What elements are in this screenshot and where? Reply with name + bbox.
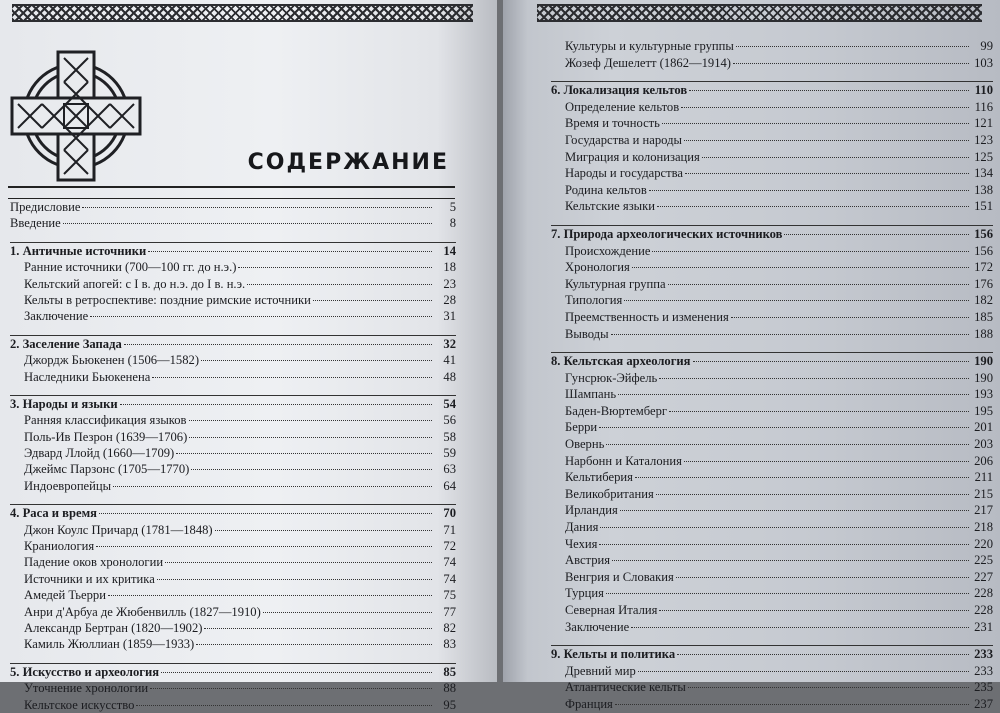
dot-leader (201, 360, 432, 361)
dot-leader (624, 300, 969, 301)
toc-page-number: 172 (974, 260, 993, 275)
dot-leader (618, 394, 969, 395)
toc-entry-title: Родина кельтов (565, 182, 647, 197)
toc-page-number: 195 (974, 403, 993, 418)
toc-page-number: 220 (974, 536, 993, 551)
toc-entry (551, 536, 993, 553)
dot-leader (689, 90, 969, 91)
toc-entry (551, 436, 993, 453)
toc-entry-title: Эдвард Ллойд (1660—1709) (24, 446, 175, 461)
toc-entry-title: 7. Природа археологических источников (551, 226, 783, 241)
dot-leader (136, 705, 432, 706)
toc-page-number: 225 (974, 553, 993, 568)
toc-entry-title: Баден-Вюртемберг (565, 403, 668, 418)
toc-entry-title: Нарбонн и Каталония (565, 453, 682, 468)
toc-entry-title: Чехия (565, 536, 598, 551)
toc-page-number: 18 (443, 260, 456, 275)
toc-page-number: 151 (974, 199, 993, 214)
toc-page-number: 75 (443, 588, 456, 603)
dot-leader (659, 378, 969, 379)
toc-page-number: 85 (443, 664, 456, 679)
dot-leader (148, 251, 432, 252)
toc-page-number: 14 (443, 243, 456, 258)
dot-leader (63, 223, 432, 224)
toc-page-number: 206 (974, 453, 993, 468)
toc-entry-title: Ирландия (565, 503, 618, 518)
toc-entry-title: Великобритания (565, 486, 654, 501)
toc-page-number: 228 (974, 586, 993, 601)
toc-entry-title: Поль-Ив Пезрон (1639—1706) (24, 429, 188, 444)
toc-entry-title: Венгрия и Словакия (565, 569, 674, 584)
celtic-border-ornament (12, 4, 473, 22)
toc-entry (10, 215, 456, 231)
toc-entry (551, 99, 993, 116)
dot-leader (263, 612, 432, 613)
toc-entry (10, 554, 456, 570)
dot-leader (176, 453, 432, 454)
dot-leader (238, 267, 432, 268)
toc-entry (551, 469, 993, 486)
toc-page-number: 215 (974, 486, 993, 501)
toc-entry (10, 604, 456, 620)
toc-page-number: 99 (980, 39, 993, 53)
dot-leader (611, 334, 969, 335)
toc-entry (551, 585, 993, 602)
toc-page-number: 41 (443, 353, 456, 368)
toc-entry-title: Народы и государства (565, 166, 683, 181)
dot-leader (191, 469, 432, 470)
toc-entry-title: Жозеф Дешелетт (1862—1914) (565, 55, 731, 70)
toc-entry (551, 486, 993, 503)
toc-entry (10, 308, 456, 324)
dot-leader (632, 267, 969, 268)
toc-entry-title: Джеймс Парзонс (1705—1770) (24, 462, 190, 477)
toc-page-number: 77 (443, 604, 456, 619)
toc-entry-title: Наследники Бьюкенена (24, 369, 151, 384)
toc-entry (551, 132, 993, 149)
toc-entry-title: Джордж Бьюкенен (1506—1582) (24, 353, 200, 368)
dot-leader (669, 411, 969, 412)
dot-leader (599, 427, 969, 428)
toc-entry (10, 620, 456, 636)
toc-chapter-entry (551, 352, 993, 370)
toc-entry-title: Шампань (565, 387, 617, 402)
dot-leader (736, 46, 969, 47)
dot-leader (676, 577, 969, 578)
dot-leader (120, 404, 432, 405)
toc-entry (10, 571, 456, 587)
toc-entry (551, 115, 993, 132)
toc-entry (10, 412, 456, 428)
toc-entry (551, 502, 993, 519)
toc-entry (551, 696, 993, 713)
dot-leader (662, 123, 969, 124)
toc-chapter-entry (10, 242, 456, 259)
dot-leader (659, 610, 969, 611)
dot-leader (684, 140, 969, 141)
toc-page-number: 201 (974, 420, 993, 435)
toc-page-number: 193 (974, 387, 993, 402)
toc-entry-title: Источники и их критика (24, 571, 155, 586)
toc-entry (10, 538, 456, 554)
toc-chapter-entry (10, 663, 456, 680)
toc-page-number: 188 (974, 326, 993, 341)
dot-leader (189, 437, 432, 438)
toc-entry (551, 259, 993, 276)
toc-entry-title: Преемственность и изменения (565, 309, 729, 324)
toc-entry (551, 519, 993, 536)
toc-entry-title: Древний мир (565, 663, 636, 678)
celtic-border-ornament (537, 4, 982, 22)
toc-entry (10, 445, 456, 461)
dot-leader (638, 671, 969, 672)
toc-page-number: 190 (974, 370, 993, 385)
dot-leader (677, 654, 969, 655)
toc-page-number: 23 (443, 276, 456, 291)
dot-leader (649, 190, 969, 191)
toc-entry (551, 386, 993, 403)
page-title: СОДЕРЖАНИЕ (247, 150, 449, 175)
toc-entry-title: Турция (565, 586, 604, 601)
toc-page-number: 95 (443, 697, 456, 712)
toc-entry-title: Культуры и культурные группы (565, 39, 734, 53)
toc-entry-title: Типология (565, 293, 623, 308)
toc-page-number: 54 (443, 396, 456, 411)
toc-entry-title: 6. Локализация кельтов (551, 83, 688, 98)
toc-entry-title: 5. Искусство и археология (10, 664, 160, 679)
dot-leader (313, 300, 432, 301)
dot-leader (657, 206, 969, 207)
toc-page-number: 233 (974, 663, 993, 678)
toc-entry-title: Предисловие (10, 200, 81, 214)
dot-leader (635, 477, 969, 478)
toc-entry-title: 8. Кельтская археология (551, 354, 691, 369)
toc-entry (10, 369, 456, 385)
dot-leader (150, 688, 432, 689)
dot-leader (196, 644, 432, 645)
toc-page-number: 59 (443, 446, 456, 461)
toc-page-number: 190 (974, 354, 993, 369)
toc-page-number: 74 (443, 555, 456, 570)
dot-leader (668, 284, 969, 285)
dot-leader (615, 704, 969, 705)
toc-page-number: 228 (974, 603, 993, 617)
dot-leader (681, 107, 969, 108)
toc-entry (10, 587, 456, 603)
toc-page-number: 182 (974, 293, 993, 308)
toc-page-number: 123 (974, 132, 993, 147)
toc-entry-title: Выводы (565, 326, 609, 341)
dot-leader (82, 207, 432, 208)
dot-leader (215, 530, 432, 531)
toc-entry (551, 569, 993, 586)
toc-entry (551, 243, 993, 260)
toc-page-number: 58 (443, 429, 456, 444)
toc-page-number: 217 (974, 503, 993, 518)
dot-leader (685, 173, 969, 174)
dot-leader (606, 593, 969, 594)
toc-entry-title: Кельтские языки (565, 199, 655, 214)
toc-page-number: 121 (974, 116, 993, 131)
toc-page-number: 110 (974, 83, 993, 98)
dot-leader (688, 687, 969, 688)
toc-entry-title: Атлантические кельты (565, 680, 686, 695)
toc-entry-title: Заключение (565, 619, 630, 634)
dot-leader (600, 527, 969, 528)
toc-page-number: 233 (974, 647, 993, 662)
toc-page-number: 63 (443, 462, 456, 477)
toc-page-number: 103 (974, 55, 993, 70)
dot-leader (165, 562, 432, 563)
toc-page-number: 71 (443, 522, 456, 537)
dot-leader (157, 579, 432, 580)
dot-leader (161, 672, 432, 673)
toc-entry-title: Уточнение хронологии (24, 681, 149, 696)
toc-entry-title: Берри (565, 420, 598, 435)
dot-leader (684, 461, 969, 462)
dot-leader (693, 361, 970, 362)
dot-leader (631, 627, 969, 628)
dot-leader (599, 544, 969, 545)
dot-leader (96, 546, 432, 547)
toc-page-number: 72 (443, 539, 456, 554)
toc-entry-title: Заключение (24, 309, 89, 324)
toc-entry (551, 149, 993, 166)
toc-list-left (10, 199, 456, 713)
dot-leader (189, 420, 432, 421)
toc-entry (551, 309, 993, 326)
toc-entry (10, 276, 456, 292)
toc-page-number: 134 (974, 166, 993, 181)
toc-page-number: 74 (443, 571, 456, 586)
toc-page-number: 176 (974, 276, 993, 291)
toc-entry-title: Государства и народы (565, 132, 682, 147)
toc-entry-title: Ранние источники (700—100 гг. до н.э.) (24, 260, 237, 275)
toc-entry-title: 1. Античные источники (10, 243, 147, 258)
toc-entry-title: Анри д'Арбуа де Жюбенвилль (1827—1910) (24, 604, 261, 619)
toc-entry (10, 461, 456, 477)
toc-entry-title: Миграция и колонизация (565, 149, 700, 164)
toc-entry-title: 9. Кельты и политика (551, 647, 676, 662)
toc-entry-title: Австрия (565, 553, 611, 568)
toc-entry (10, 352, 456, 368)
dot-leader (656, 494, 969, 495)
toc-entry (10, 522, 456, 538)
toc-entry (10, 292, 456, 308)
toc-entry-title: Падение оков хронологии (24, 555, 164, 570)
toc-page-number: 5 (449, 200, 456, 214)
celtic-cross-ornament-icon (6, 46, 146, 186)
toc-page-number: 56 (443, 413, 456, 428)
toc-page-number: 185 (974, 309, 993, 324)
toc-entry-title: Введение (10, 216, 61, 231)
title-divider (8, 186, 455, 199)
toc-page-number: 211 (974, 470, 993, 485)
toc-entry (551, 370, 993, 387)
toc-entry-title: Происхождение (565, 243, 651, 258)
toc-chapter-entry (10, 335, 456, 352)
toc-entry-title: Амедей Тьерри (24, 588, 106, 603)
toc-chapter-entry (10, 504, 456, 521)
toc-entry (551, 165, 993, 182)
toc-entry-title: Время и точность (565, 116, 660, 131)
toc-entry (551, 602, 993, 619)
dot-leader (731, 317, 969, 318)
toc-entry-title: Овернь (565, 437, 605, 452)
dot-leader (152, 377, 432, 378)
toc-entry-title: Гунсрюк-Эйфель (565, 370, 658, 385)
toc-entry-title: Северная Италия (565, 603, 658, 617)
toc-page-number: 235 (974, 680, 993, 695)
toc-entry-title: 2. Заселение Запада (10, 336, 122, 351)
toc-page-number: 48 (443, 369, 456, 384)
dot-leader (90, 316, 432, 317)
toc-entry (551, 182, 993, 199)
toc-entry-title: Камиль Жюллиан (1859—1933) (24, 637, 195, 652)
toc-entry (551, 198, 993, 215)
toc-list-right (551, 38, 993, 713)
toc-page-number: 83 (443, 637, 456, 652)
toc-entry (551, 552, 993, 569)
toc-entry-title: Определение кельтов (565, 99, 680, 114)
toc-entry (10, 478, 456, 494)
toc-entry (551, 453, 993, 470)
toc-entry (551, 326, 993, 343)
dot-leader (702, 157, 969, 158)
dot-leader (733, 63, 969, 64)
right-page (503, 0, 1000, 711)
toc-entry-title: Кельтское искусство (24, 697, 135, 712)
toc-entry-title: Кельтиберия (565, 470, 633, 485)
toc-entry (10, 636, 456, 652)
toc-page-number: 156 (974, 226, 993, 241)
toc-page-number: 70 (443, 506, 456, 521)
left-page (0, 0, 497, 712)
dot-leader (204, 628, 432, 629)
toc-page-number: 231 (974, 619, 993, 634)
toc-page-number: 31 (443, 309, 456, 324)
dot-leader (99, 513, 432, 514)
toc-page-number: 156 (974, 243, 993, 258)
toc-entry (551, 55, 993, 72)
toc-page-number: 88 (443, 681, 456, 696)
toc-entry-title: Джон Коулс Причард (1781—1848) (24, 522, 213, 537)
toc-entry-title: Хронология (565, 260, 630, 275)
toc-entry-title: Франция (565, 696, 613, 711)
toc-entry-title: Краниология (24, 539, 95, 554)
toc-chapter-entry (551, 225, 993, 243)
dot-leader (113, 486, 432, 487)
toc-entry (10, 680, 456, 696)
toc-page-number: 125 (974, 149, 993, 164)
toc-entry-title: 3. Народы и языки (10, 396, 118, 411)
toc-entry-title: Культурная группа (565, 276, 666, 291)
toc-page-number: 32 (443, 336, 456, 351)
toc-entry (551, 419, 993, 436)
toc-page-number: 8 (449, 216, 456, 231)
toc-entry-title: 4. Раса и время (10, 506, 97, 521)
toc-entry (10, 199, 456, 215)
toc-entry-title: Кельтский апогей: с I в. до н.э. до I в. н.э. (24, 276, 246, 291)
toc-page-number: 203 (974, 437, 993, 452)
toc-entry (10, 429, 456, 445)
toc-entry (551, 292, 993, 309)
toc-chapter-entry (10, 395, 456, 412)
toc-entry (10, 259, 456, 275)
toc-page-number: 82 (443, 620, 456, 635)
toc-entry (551, 663, 993, 680)
toc-page-number: 116 (974, 99, 993, 114)
toc-chapter-entry (551, 81, 993, 99)
toc-entry (551, 38, 993, 55)
dot-leader (247, 284, 432, 285)
toc-entry (551, 276, 993, 293)
toc-page-number: 138 (974, 182, 993, 197)
dot-leader (652, 251, 969, 252)
toc-entry (551, 679, 993, 696)
dot-leader (612, 560, 969, 561)
toc-page-number: 218 (974, 520, 993, 535)
toc-entry-title: Дания (565, 520, 599, 535)
toc-entry (551, 619, 993, 636)
dot-leader (620, 510, 969, 511)
toc-entry-title: Индоевропейцы (24, 478, 112, 493)
toc-page-number: 28 (443, 292, 456, 307)
toc-page-number: 237 (974, 696, 993, 711)
dot-leader (108, 595, 432, 596)
toc-page-number: 227 (974, 569, 993, 584)
dot-leader (784, 234, 969, 235)
toc-entry-title: Александр Бертран (1820—1902) (24, 620, 203, 635)
toc-page-number: 64 (443, 478, 456, 493)
toc-entry (551, 403, 993, 420)
toc-chapter-entry (551, 645, 993, 663)
toc-entry-title: Ранняя классификация языков (24, 413, 187, 428)
dot-leader (124, 344, 432, 345)
toc-entry-title: Кельты в ретроспективе: поздние римские источники (24, 292, 311, 307)
dot-leader (606, 444, 969, 445)
toc-entry (10, 697, 456, 713)
